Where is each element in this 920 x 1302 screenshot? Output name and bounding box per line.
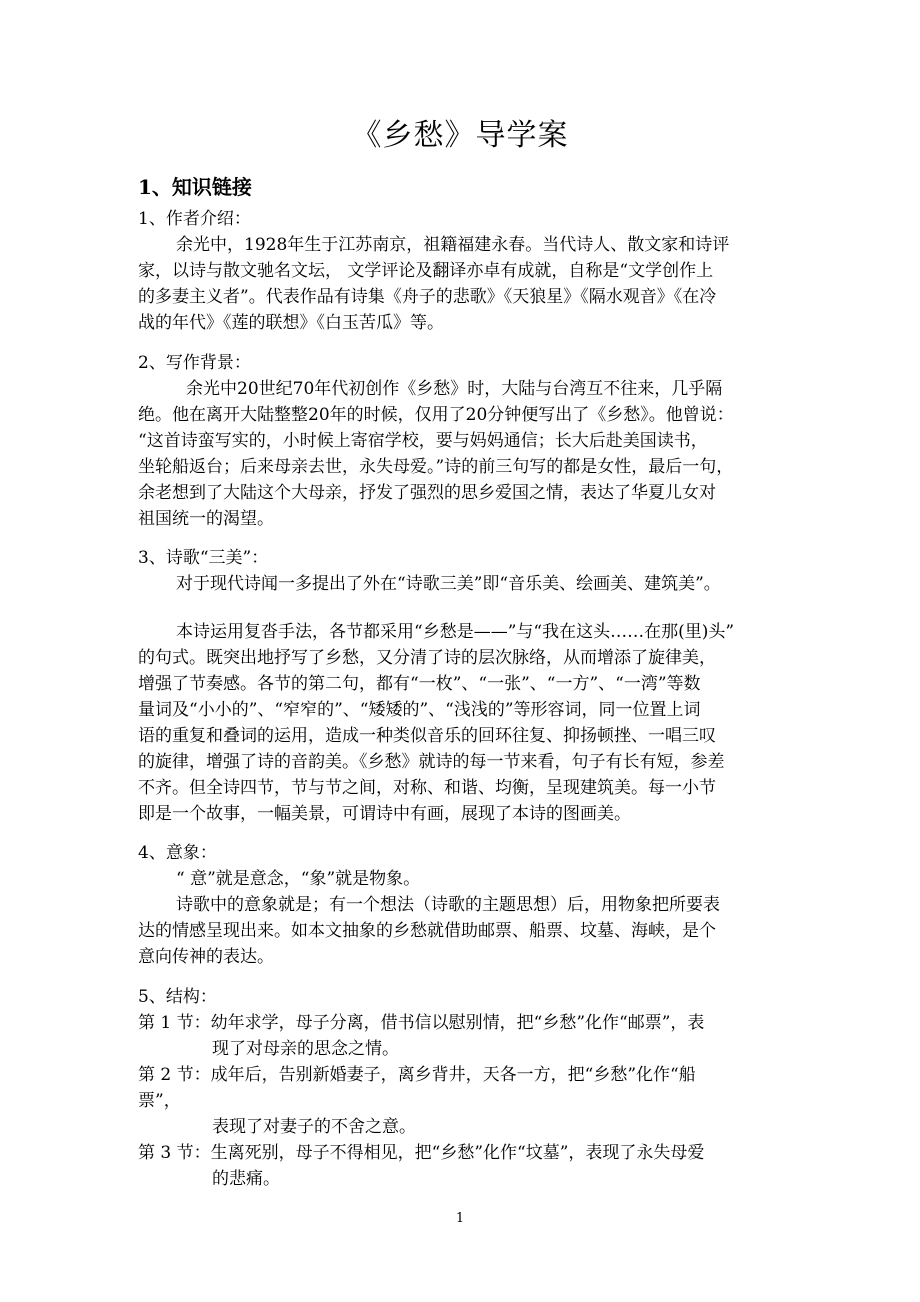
imagery-definition: “ 意”就是意念，“象”就是物象。	[176, 869, 421, 889]
background-line: 余老想到了大陆这个大母亲，抒发了强烈的思乡爱国之情，表达了华夏儿女对	[138, 483, 716, 503]
beauty-line: 本诗运用复沓手法，各节都采用“乡愁是——”与“我在这头……在那(里)头”	[176, 622, 735, 642]
imagery-line: 达的情感呈现出来。如本文抽象的乡愁就借助邮票、船票、坟墓、海峡，是个	[138, 921, 716, 941]
beauty-heading: 3、诗歌“三美”：	[138, 548, 269, 568]
author-line: 战的年代》《莲的联想》《白玉苦瓜》等。	[138, 313, 444, 333]
beauty-intro: 对于现代诗闻一多提出了外在“诗歌三美”即“音乐美、绘画美、建筑美”。	[176, 574, 721, 594]
background-heading: 2、写作背景：	[138, 353, 251, 373]
beauty-line: 即是一个故事，一幅美景，可谓诗中有画，展现了本诗的图画美。	[138, 804, 631, 824]
author-line: 家，以诗与散文驰名文坛， 文学评论及翻译亦卓有成就，自称是“文学创作上	[138, 261, 714, 281]
structure-section-1: 第 1 节：幼年求学，母子分离，借书信以慰别情，把“乡愁”化作“邮票”，表	[138, 1013, 705, 1033]
imagery-heading: 4、意象：	[138, 843, 217, 863]
structure-section-2-cont: 票”，	[138, 1091, 181, 1111]
structure-section-3: 第 3 节：生离死别，母子不得相见，把“乡愁”化作“坟墓”，表现了永失母爱	[138, 1143, 705, 1163]
structure-heading: 5、结构：	[138, 987, 217, 1007]
background-line: 绝。他在离开大陆整整20年的时候，仅用了20分钟便写出了《乡愁》。他曾说：	[138, 405, 734, 425]
beauty-line: 语的重复和叠词的运用，造成一种类似音乐的回环往复、抑扬顿挫、一唱三叹	[138, 726, 716, 746]
beauty-line: 量词及“小小的”、“窄窄的”、“矮矮的”、“浅浅的”等形容词，同一位置上词	[138, 700, 701, 720]
background-line: 余光中20世纪70年代初创作《乡愁》时，大陆与台湾互不往来，几乎隔	[186, 379, 723, 399]
background-line: “这首诗蛮写实的，小时候上寄宿学校，要与妈妈通信；长大后赴美国读书，	[138, 431, 708, 451]
page-number: 1	[455, 1211, 465, 1226]
background-line: 坐轮船返台；后来母亲去世，永失母爱。”诗的前三句写的都是女性，最后一句，	[138, 457, 734, 477]
structure-section-2-cont: 表现了对妻子的不舍之意。	[212, 1117, 416, 1137]
background-line: 祖国统一的渴望。	[138, 509, 274, 529]
author-line: 的多妻主义者”。代表作品有诗集《舟子的悲歌》《天狼星》《隔水观音》《在冷	[138, 287, 717, 307]
document-title: 《乡愁》导学案	[351, 118, 569, 153]
structure-section-2: 第 2 节：成年后，告别新婚妻子，离乡背井，天各一方，把“乡愁”化作“船	[138, 1065, 696, 1085]
structure-section-3-cont: 的悲痛。	[212, 1169, 280, 1189]
imagery-line: 诗歌中的意象就是；有一个想法（诗歌的主题思想）后，用物象把所要表	[176, 895, 720, 915]
section-heading-knowledge-link: 1、知识链接	[138, 175, 252, 199]
beauty-line: 不齐。但全诗四节，节与节之间，对称、和谐、均衡，呈现建筑美。每一小节	[138, 778, 716, 798]
beauty-line: 增强了节奏感。各节的第二句，都有“一枚”、“一张”、“一方”、“一湾”等数	[138, 674, 701, 694]
author-line: 余光中，1928年生于江苏南京，祖籍福建永春。当代诗人、散文家和诗评	[176, 235, 730, 255]
author-heading: 1、作者介绍：	[138, 209, 251, 229]
structure-section-1-cont: 现了对母亲的思念之情。	[212, 1039, 399, 1059]
imagery-line: 意向传神的表达。	[138, 947, 274, 967]
beauty-line: 的句式。既突出地抒写了乡愁，又分清了诗的层次脉络，从而增添了旋律美，	[138, 648, 716, 668]
beauty-line: 的旋律，增强了诗的音韵美。《乡愁》就诗的每一节来看，句子有长有短，参差	[138, 752, 725, 772]
